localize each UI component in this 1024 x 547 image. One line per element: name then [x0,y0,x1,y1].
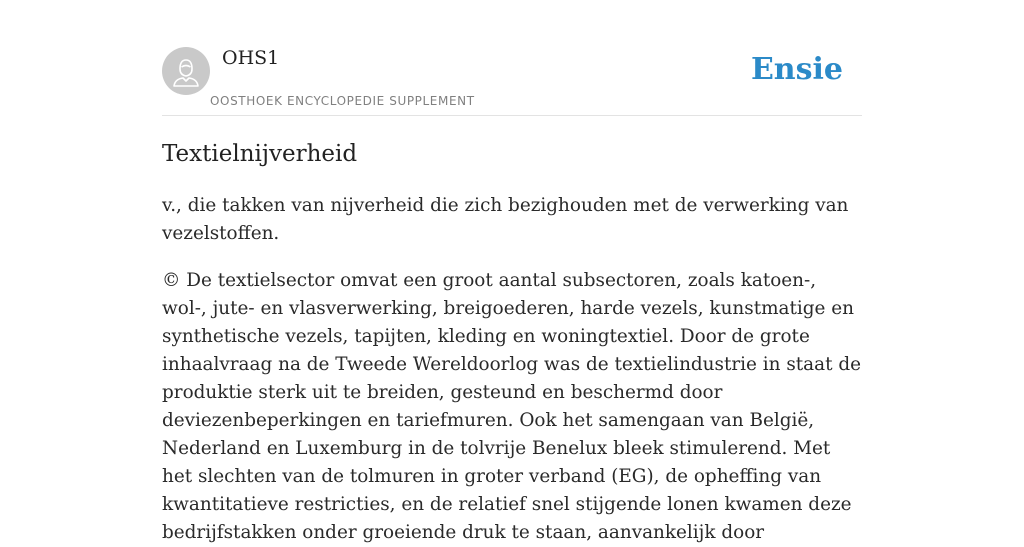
article-body: © De textielsector omvat een groot aantal subsectoren, zoals katoen-, wol-, jute- en vlasverwerking, breigoederen, harde vezels, kunstmatige en synthetische vezels, tapijten, kleding en woningtextiel. Door de grote inhaalvraag na de Tweede Wereldoorlog was de textielindustrie in staat de produktie sterk uit te breiden, gesteund en beschermd door deviezenbeperkingen en tariefmuren. Ook het samengaan van België, Nederland en Luxemburg in de tolvrije Benelux bleek stimulerend. Met het slechten van de tolmuren in groter verband (EG), de opheffing van kwantitatieve restricties, en de relatief snel stijgende lonen kwamen deze bedrijfstakken onder groeiende druk te staan, aanvankelijk door [162,270,861,543]
ensie-logo[interactable]: Ensie [750,52,843,87]
source-name[interactable]: OOSTHOEK ENCYCLOPEDIE SUPPLEMENT [210,94,475,108]
article-definition: v., die takken van nijverheid die zich bezighouden met de verwerking van vezelstoffen. [162,195,849,244]
article-title: Textielnijverheid [162,141,358,167]
header [162,0,862,116]
article [162,138,862,547]
source-code[interactable]: OHS1 [222,47,280,69]
user-icon [162,47,210,95]
source-avatar[interactable] [162,47,210,95]
